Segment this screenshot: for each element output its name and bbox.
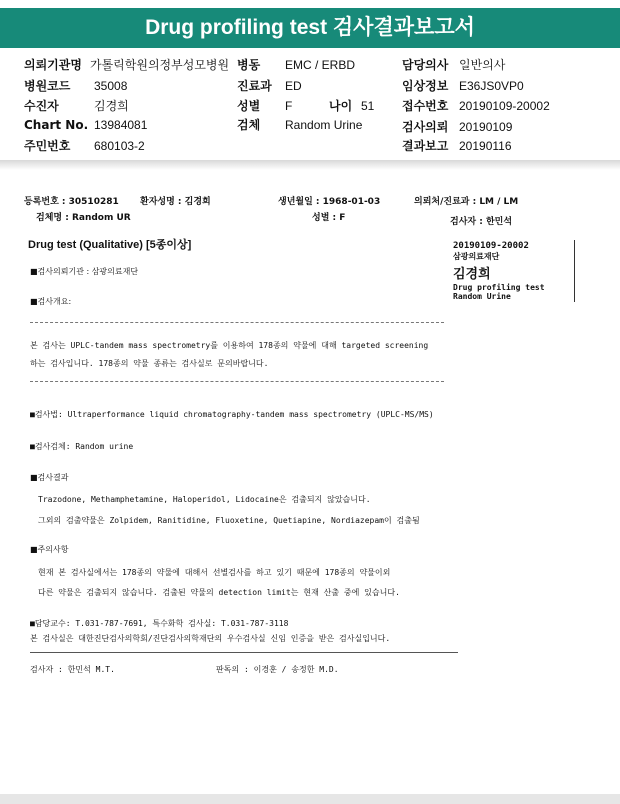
- method-line: ■검사법: Ultraperformance liquid chromatography-tandem mass spectrometry (UPLC-MS/MS): [30, 410, 434, 419]
- specimen-stamp: [453, 241, 545, 301]
- result-heading: ■검사결과: [30, 473, 69, 482]
- certification-line: 본 검사실은 대한진단검사의학회/진단검사의학재단의 우수검사실 신임 인증을 받은 검사실입니다.: [30, 634, 391, 643]
- patient-name: 환자성명 : 김경희: [140, 197, 211, 207]
- specimen-name: 검체명 : Random UR: [36, 213, 131, 223]
- birth-date: 생년월일 : 1968-01-03: [278, 197, 381, 207]
- reception-no-label: 접수번호: [402, 99, 449, 113]
- reg-no: 등록번호 : 30510281: [24, 197, 119, 207]
- ward-field: [237, 56, 355, 73]
- reception-no-field: [402, 97, 550, 114]
- report-date-field: [402, 137, 512, 154]
- signature-examiner: 검사자 : 한민석 M.T.: [30, 665, 115, 674]
- divider: [30, 322, 444, 323]
- institution-label: 의뢰기관명: [24, 58, 82, 72]
- patient-value: 김경희: [94, 99, 129, 113]
- id-no-label: 주민번호: [24, 139, 71, 153]
- stamp-border: [574, 240, 575, 302]
- clinical-info-field: [402, 77, 524, 94]
- institution-value: 가톨릭학원의정부성모병원: [90, 58, 230, 72]
- result-line-2: 그외의 검출약물은 Zolpidem, Ranitidine, Fluoxetine, Quetiapine, Nordiazepam이 검출됨: [38, 516, 420, 525]
- chart-no-field: [24, 118, 147, 132]
- department-value: ED: [285, 79, 302, 93]
- request-dept: 의뢰처/진료과 : LM / LM: [414, 197, 519, 207]
- note-heading: ■주의사항: [30, 545, 69, 554]
- specimen-value: Random Urine: [285, 118, 363, 132]
- stamp-specimen: Random Urine: [453, 292, 511, 301]
- report-sex: 성별 : F: [312, 213, 346, 223]
- ward-value: EMC / ERBD: [285, 58, 356, 72]
- overview-heading: ■검사개요:: [30, 297, 72, 306]
- stamp-test: Drug profiling test: [453, 283, 545, 292]
- sex-label: 성별: [237, 99, 261, 113]
- doctor-field: [402, 56, 505, 73]
- note-line-1: 현재 본 검사실에서는 178종의 약물에 대해서 선별검사를 하고 있기 때문에 178종의 약물이외: [38, 568, 391, 577]
- request-date-value: 20190109: [459, 120, 513, 134]
- request-date-label: 검사의뢰: [402, 120, 449, 134]
- examiner: 검사자 : 한민석: [450, 217, 513, 227]
- test-title: Drug test (Qualitative) [5종이상]: [28, 239, 192, 251]
- sex-field: [237, 97, 292, 114]
- clinical-info-value: E36JS0VP0: [459, 79, 524, 93]
- page-bottom-band: [0, 794, 620, 804]
- report-date-value: 20190116: [459, 139, 512, 153]
- specimen-label: 검체: [237, 118, 261, 132]
- result-line-1: Trazodone, Methamphetamine, Haloperidol, Lidocaine은 검출되지 않았습니다.: [38, 495, 371, 504]
- id-no-field: [24, 137, 145, 154]
- agency-line: ■검사의뢰기관 : 삼광의료재단: [30, 267, 139, 276]
- overview-line-1: 본 검사는 UPLC-tandem mass spectrometry를 이용하여 178종의 약물에 대해 targeted screening: [30, 341, 429, 350]
- stamp-reception-no: 20190109-20002: [453, 241, 529, 251]
- age-label: 나이: [329, 99, 353, 113]
- divider: [30, 652, 458, 653]
- department-label: 진료과: [237, 79, 272, 93]
- age-field: [329, 97, 374, 114]
- contact-line: ■담당교수: T.031-787-7691, 특수화학 검사실: T.031-787-3118: [30, 619, 289, 628]
- specimen-line: ■검사검체: Random urine: [30, 442, 134, 451]
- overview-line-2: 하는 검사입니다. 178종의 약물 종류는 검사실로 문의바랍니다.: [30, 359, 269, 368]
- institution-field: [24, 56, 229, 73]
- patient-field: [24, 97, 129, 114]
- id-no-value: 680103-2: [94, 139, 145, 153]
- sex-value: F: [285, 99, 293, 113]
- reception-no-value: 20190109-20002: [459, 99, 550, 113]
- patient-label: 수진자: [24, 99, 59, 113]
- signature-reader: 판독의 : 이경훈 / 송정한 M.D.: [216, 665, 339, 674]
- report-date-label: 결과보고: [402, 139, 449, 153]
- department-field: [237, 77, 302, 94]
- note-line-2: 다른 약물은 검출되지 않습니다. 검출된 약물의 detection limit는 현재 산출 중에 있습니다.: [38, 588, 400, 597]
- stamp-institution: 삼광의료재단: [453, 252, 500, 261]
- hospital-code-label: 병원코드: [24, 79, 71, 93]
- report-title: Drug profiling test 검사결과보고서: [0, 8, 620, 48]
- doctor-label: 담당의사: [402, 58, 449, 72]
- chart-no-value: 13984081: [94, 118, 148, 132]
- clinical-info-label: 임상정보: [402, 79, 449, 93]
- hospital-code-field: [24, 77, 127, 94]
- request-date-field: [402, 118, 512, 135]
- age-value: 51: [361, 99, 375, 113]
- divider: [30, 381, 444, 382]
- section-divider: [0, 160, 620, 170]
- chart-no-label: Chart No.: [24, 118, 89, 132]
- specimen-field: [237, 116, 362, 133]
- doctor-value: 일반의사: [459, 58, 506, 72]
- ward-label: 병동: [237, 58, 261, 72]
- hospital-code-value: 35008: [94, 79, 128, 93]
- stamp-patient: 김경희: [453, 267, 491, 282]
